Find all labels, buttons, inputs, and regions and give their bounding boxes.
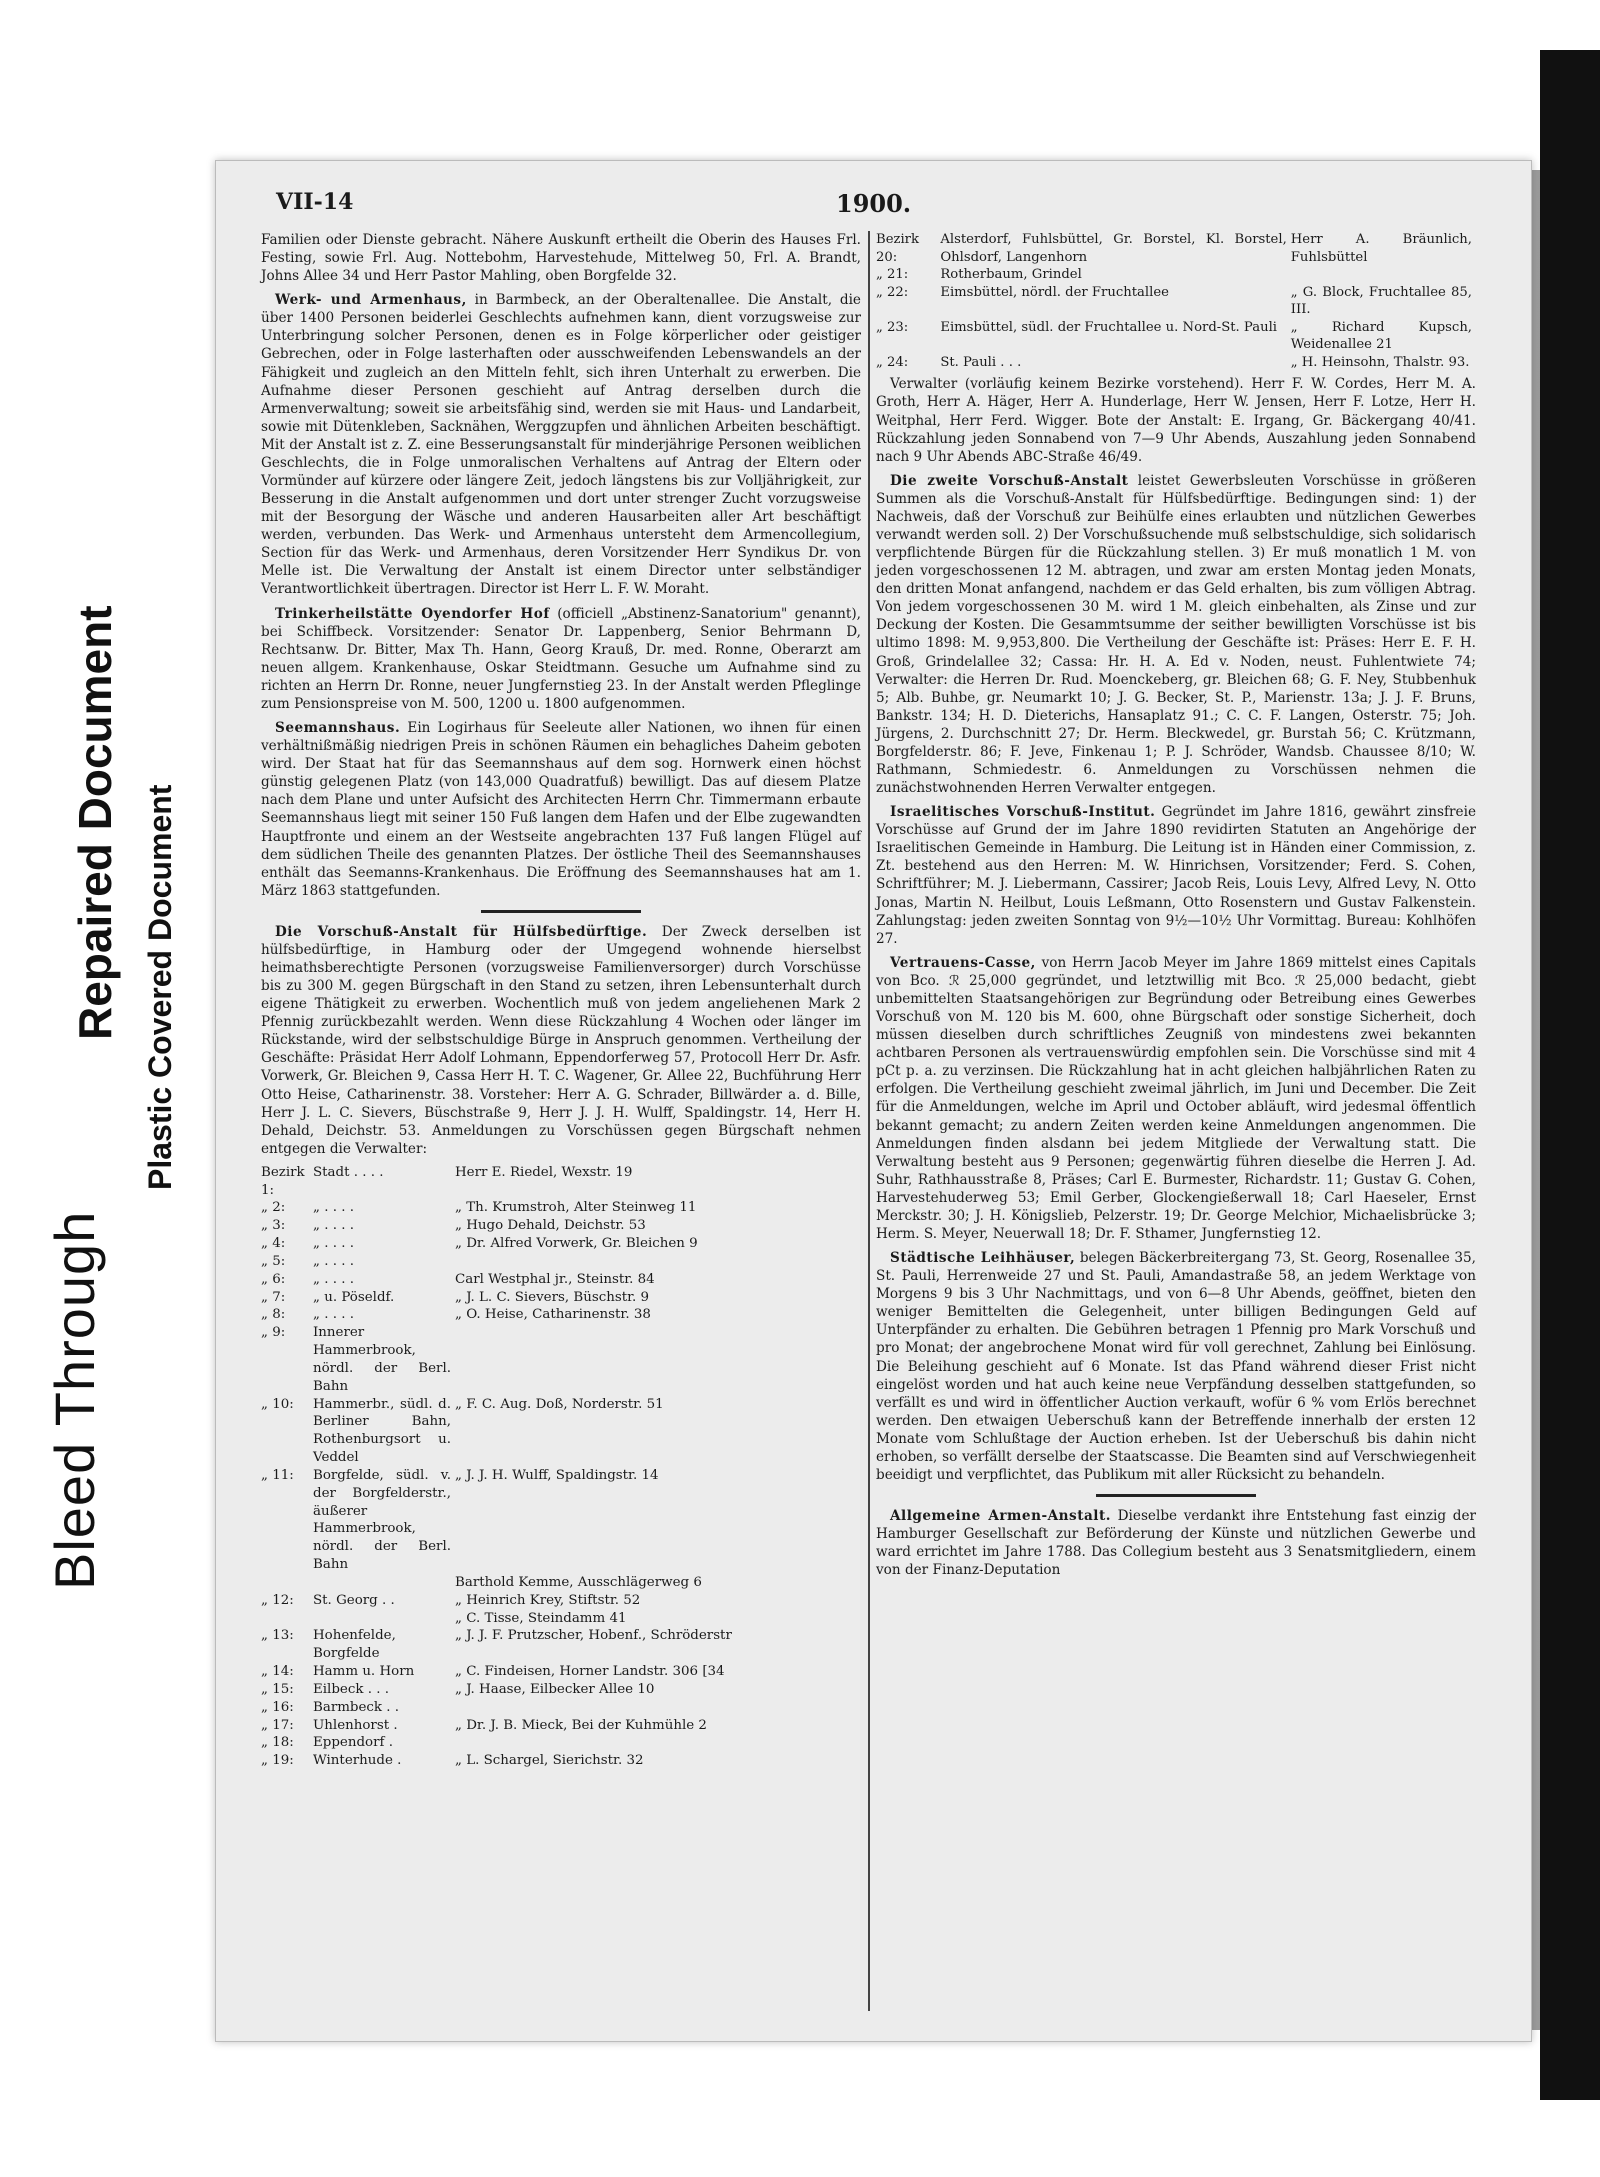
column-divider (868, 231, 870, 2011)
bezirk-row (261, 1734, 861, 1752)
vertrauen-body: von Herrn Jacob Meyer im Jahre 1869 mittelst eines Capitals von Bco. ℛ 25,000 gegründet, und letztwillig mit Bco. ℛ 25,000 bedacht, giebt unbemittelten Staatsangehörigen zur Begründung oder Betreibung eines Gewerbes Vorschuß von M. 120 bis M. 600, ohne Bürgschaft oder sonstige Sicherheit, doch müssen dieselben durch schriftliches Zeugniß von mindestens zwei bekannten achtbaren Personen als vertrauenswürdig empfohlen sein. Die Vorschüsse sind mit 4 pCt p. a. zu verzinsen. Die Rückzahlung hat in acht gleichen halbjährlichen Raten zu erfolgen. Die Vertheilung geschieht zweimal jährlich, im Juni und December. Die Zeit für die Anmeldungen, welche im April und October abläuft, wird jedesmal öffentlich bekannt gemacht; zu andern Zeiten werden keine Anmeldungen angenommen. Die Anmeldungen finden alsdann bei jedem Mitgliede der Verwaltung statt. Die Verwaltung besteht aus 9 Personen; gegenwärtig führen dieselbe die Herren J. Ad. Suhr, Rathhausstraße 8, Präses; Carl E. Burmester, Richardstr. 11; Gustav G. Cohen, Harvestehuderweg 53; Emil Gerber, Glockengießerwall 18; Carl Haeseler, Ernst Merckstr. 30; J. H. Königslieb, Pelzerstr. 19; Dr. George Melchior, Michaelisbrücke 3; Herm. S. Meyer, Neuerwall 18; Dr. F. Sthamer, Jungfernstieg 12. (876, 954, 1476, 1242)
werk-body: in Barmbeck, an der Oberaltenallee. Die Anstalt, die über 1400 Personen beiderlei Geschlechts aufnehmen kann, dient vorzugsweise zur Unterbringung solcher Personen, denen es in Folge körperlicher oder geistiger Gebrechen, oder in Folge lasterhaften oder ausschweifenden Lebenswandels an der Fähigkeit und zugleich an den Mitteln fehlt, sich ihren Unterhalt zu erwerben. Die Aufnahme dieser Personen geschieht auf Antrag derselben durch die Armenverwaltung; soweit sie arbeitsfähig sind, werden sie mit Haus- und Landarbeit, sowie mit Dütenkleben, Sacknähen, Werggzupfen und ähnlichen Arbeiten beschäftigt. Mit der Anstalt ist z. Z. eine Besserungsanstalt für minderjährige Personen weiblichen Geschlechts, die in Folge unmoralischen Verhaltens auf Antrag der Eltern oder Vormünder auf kürzere oder längere Zeit, jedoch längstens bis zur Volljährigkeit, zur Besserung in die Anstalt aufgenommen und dort unter strenger Zucht vorzugsweise mit der Besorgung der Wäsche und anderen Hausarbeiten aller Art beschäftigt werden, verbunden. Das Werk- und Armenhaus untersteht dem Armencollegium, Section für das Werk- und Armenhaus, deren Vorsitzender Herr Syndikus Dr. von Melle ist. Die Verwaltung der Anstalt ist einem Director unter selbständiger Verantwortlichkeit übertragen. Director ist Herr L. F. W. Moraht. (261, 292, 861, 598)
bezirk-area: Hohenfelde, Borgfelde (313, 1628, 396, 1662)
bezirk-number (261, 1610, 313, 1628)
bezirk-verwalter: Herr E. Riedel, Wexstr. 19 (455, 1164, 633, 1180)
bezirk-number: „ 6: (261, 1271, 286, 1287)
bezirk-number: „ 14: (261, 1664, 294, 1680)
bezirk-number: Bezirk 20: (876, 232, 919, 265)
bezirk-row (261, 1306, 861, 1324)
vertrauen-heading: Vertrauens-Casse, (890, 954, 1036, 971)
bezirk-area: „ . . . . (313, 1253, 354, 1269)
section-separator (481, 910, 641, 913)
vorschuss-section (261, 923, 861, 1158)
label-plastic-covered: Plastic Covered Document (142, 784, 178, 1190)
bezirk-row (261, 1717, 861, 1735)
bezirk-verwalter: „ C. Findeisen, Horner Landstr. 306 [34 (455, 1664, 725, 1680)
bezirk-verwalter: „ G. Block, Fruchtallee 85, III. (1290, 284, 1472, 318)
bezirk-verwalter: „ J. L. C. Sievers, Büschstr. 9 (455, 1289, 650, 1305)
section-separator (1096, 1494, 1256, 1497)
bezirk-area: Rotherbaum, Grindel (940, 267, 1082, 283)
armen-body: Dieselbe verdankt ihre Entstehung fast einzig der Hamburger Gesellschaft zur Beförderung der Künste und nützlichen Gewerbe und ward errichtet im Jahre 1788. Das Collegium besteht aus 3 Senatsmitgliedern, einem von der Finanz-Deputation (876, 1508, 1477, 1579)
bezirk-verwalter (455, 1253, 861, 1271)
bezirk-verwalter: „ C. Tisse, Steindamm 41 (455, 1610, 627, 1626)
bezirk-row (261, 1752, 861, 1770)
bezirk-row (261, 1164, 861, 1200)
scanned-page (215, 160, 1532, 2042)
bezirk-verwalter: „ L. Schargel, Sierichstr. 32 (455, 1753, 644, 1769)
bezirk-number: „ 13: (261, 1628, 294, 1644)
bezirk-row (261, 1199, 861, 1217)
scanner-black-edge (1540, 50, 1600, 2100)
zweite-body: leistet Gewerbsleuten Vorschüsse in größeren Summen als die Vorschuß-Anstalt für Hülfsbedürftige. Bedingungen sind: 1) der Nachweis, daß der Vorschuß zur Beihülfe eines erlaubten und nützlichen Gewerbes verwandt werden soll. 2) Der Vorschußsuchende muß selbstschuldige, sich solidarisch verpflichtende Bürgen für die Rückzahlung stellen. 3) Er muß monatlich 1 M. von jeden vorgeschossenen 12 M. abtragen, und zwar am ersten Montag jeden Monats, den dritten Monat anfangend, nachdem er das Geld erhalten, bis zum völligen Abtrag. Von jedem vorgeschossenen 30 M. wird 1 M. gleich einbehalten, als Zinse und zur Deckung der Kosten. Die Gesammtsumme der seither bewilligten Vorschüsse ist bis ultimo 1898: M. 9,953,800. Die Vertheilung der Geschäfte ist: Präses: Herr E. F. H. Groß, Grindelallee 32; Cassa: Hr. H. A. Ed v. Noden, neust. Fuhlentwiete 74; Verwalter: die Herren Dr. Rud. Moenckeberg, gr. Bleichen 68; G. F. Ney, Stubbenhuk 5; Alb. Buhbe, gr. Neumarkt 10; J. G. Becker, St. P., Marienstr. 13a; J. J. F. Bruns, Bankstr. 134; H. D. Dieterichs, Hansaplatz 91.; C. C. F. Langen, Osterstr. 75; Joh. Jürgens, 2. Durchschnitt 27; Dr. Herm. Bleckwedel, gr. Burstah 56; C. Krützmann, Borgfelderstr. 86; F. Jeve, Finkenau 1; P. J. Schröder, Wandsb. Chaussee 8/10; W. Rathmann, Schmiedestr. 6. Anmeldungen zu Vorschüssen nehmen die zunächstwohnenden Herren Verwalter entgegen. (876, 472, 1476, 797)
bezirk-verwalter: „ Th. Krumstroh, Alter Steinweg 11 (455, 1200, 697, 1216)
trinker-heading: Trinkerheilstätte Oyendorfer Hof (275, 605, 550, 622)
bezirk-number: „ 23: (876, 319, 909, 335)
bezirk-verwalter (455, 1699, 861, 1717)
bezirk-area: Innerer Hammerbrook, nördl. der Berl. Bahn (313, 1325, 451, 1394)
bezirk-verwalter (1291, 266, 1476, 284)
bezirk-number: „ 18: (261, 1735, 294, 1751)
bezirk-number: „ 21: (876, 267, 909, 283)
bezirk-table-left (261, 1164, 861, 1770)
bezirk-area: „ . . . . (313, 1236, 354, 1252)
bezirk-area: Winterhude . (313, 1753, 402, 1769)
bezirk-number: „ 24: (876, 354, 909, 370)
label-repaired-document: Repaired Document (69, 605, 121, 1040)
bezirk-area: Hammerbr., südl. d. Berliner Bahn, Rothenburgsort u. Veddel (313, 1396, 451, 1466)
bezirk-row (261, 1289, 861, 1307)
bezirk-verwalter: „ H. Heinsohn, Thalstr. 93. (1290, 354, 1470, 370)
bezirk-row (261, 1235, 861, 1253)
bezirk-row (261, 1396, 861, 1467)
label-bleed-through: Bleed Through (43, 1210, 106, 1590)
bezirk-area (313, 1574, 455, 1592)
bezirk-number: „ 10: (261, 1396, 294, 1412)
vorschuss-body: Der Zweck derselben ist hülfsbedürftige, in Hamburg oder der Umgegend wohnende hierselbst heimathsberechtigte Personen (vorzugsweise Familienversorger) durch Vorschüsse bis zu 300 M. gegen Bürgschaft in den Stand zu setzen, ihren Lebensunterhalt durch eigene Thätigkeit zu erwerben. Wochentlich muß von jedem angeliehenen Mark 2 Pfennig zurückbezahlt werden. Wenn diese Rückzahlung 4 Wochen oder länger im Rückstande, wird der selbstschuldige Bürge in Anspruch genommen. Vertheilung der Geschäfte: Präsidat Herr Adolf Lohmann, Eppendorferweg 57, Protocoll Herr Dr. Asfr. Vorwerk, Gr. Bleichen 9, Cassa Herr H. T. C. Wagener, Gr. Allee 22, Buchführung Herr Otto Heise, Catharinenstr. 38. Vorsteher: Herr A. G. Schrader, Billwärder a. d. Bille, Herr J. L. C. Sievers, Büschstraße 9, Herr J. J. H. Wulff, Spaldingstr. 14, Herr H. Dehald, Deichstr. 53. Anmeldungen zu Vorschüssen gegen Bürgschaft nehmen entgegen die Verwalter: (261, 923, 861, 1157)
bezirk-area: Alsterdorf, Fuhlsbüttel, Gr. Borstel, Kl. Borstel, Ohlsdorf, Langenhorn (940, 232, 1287, 265)
intro-paragraph: Familien oder Dienste gebracht. Nähere Auskunft ertheilt die Oberin des Hauses Frl. Festing, sowie Frl. Aug. Nottebohm, Harvestehude, Mittelweg 50, Frl. A. Brandt, Johns Allee 34 und Herr Pastor Mahling, oben Borgfelde 32. (261, 232, 861, 285)
bezirk-number (261, 1574, 313, 1592)
bezirk-verwalter: „ Richard Kupsch, Weidenallee 21 (1290, 319, 1472, 353)
bezirk-number: „ 22: (876, 284, 909, 300)
bezirk-row (261, 1324, 861, 1395)
armen-heading: Allgemeine Armen-Anstalt. (890, 1508, 1111, 1525)
bezirk-area: „ . . . . (313, 1218, 354, 1234)
bezirk-area: Eimsbüttel, südl. der Fruchtallee u. Nord-St. Pauli (940, 319, 1278, 335)
trinker-body: (officiell „Abstinenz-Sanatorium" genannt), bei Schiffbeck. Vorsitzender: Senator Dr. Lappenberg, Senior Behrmann D, Rechtsanw. Dr. Bitter, Max Th. Hann, Georg Krauß, Dr. med. Ronne, Oberarzt am neuen allgem. Krankenhause, Oskar Steidtmann. Gesuche um Aufnahme sind zu richten an Herrn Dr. Ronne, neuer Jungfernstieg 23. In der Anstalt werden Pfleglinge zum Pensionspreise von M. 500, 1200 u. 1800 aufgenommen. (261, 605, 861, 712)
bezirk-area: Eppendorf . (313, 1735, 393, 1751)
bezirk-verwalter (455, 1734, 861, 1752)
bezirk-row (876, 231, 1476, 266)
bezirk-number: „ 4: (261, 1236, 286, 1252)
bezirk-area: Eilbeck . . . (313, 1681, 389, 1697)
bezirk-area: Hamm u. Horn (313, 1664, 415, 1680)
bezirk-row (876, 266, 1476, 284)
bezirk-number: „ 7: (261, 1289, 286, 1305)
bezirk-number: „ 2: (261, 1200, 286, 1216)
bezirk-row (876, 319, 1476, 354)
vertrauen-section (876, 954, 1476, 1243)
bezirk-verwalter: „ J. J. F. Prutzscher, Hobenf., Schröderstr (455, 1628, 732, 1644)
bezirk-verwalter: Barthold Kemme, Ausschlägerweg 6 (455, 1574, 702, 1590)
bezirk-row (261, 1217, 861, 1235)
bezirk-area: „ . . . . (313, 1271, 354, 1287)
bezirk-row (261, 1699, 861, 1717)
leih-body: belegen Bäckerbreitergang 73, St. Georg, Rosenallee 35, St. Pauli, Herrenweide 27 und St. Pauli, Amandastraße 58, an jedem Werktage von Morgens 9 bis 3 Uhr Nachmittags, und von 6—8 Uhr Abends, geöffnet, bieten den weniger Bemittelten die Gelegenheit, unter billigen Bedingungen Geld auf Unterpfänder zu erhalten. Die Gebühren betragen 1 Pfennig pro Mark Vorschuß und pro Monat; der angebrochene Monat wird für voll gerechnet, Zahlung bei Einlösung. Die Beleihung geschieht auf 6 Monate. Ist das Pfand während dieser Frist nicht eingelöst worden und hat auch keine neue Verpfändung desselben stattgefunden, so verfällt es und wird in öffentlicher Auction verkauft, wofür 6 % vom Erlös berechnet werden. Den etwaigen Ueberschuß kann der Betreffende innerhalb der ersten 12 Monate vom Schlußtage der Auction erheben. Ist der Ueberschuß bis dahin nicht erhoben, so verfällt derselbe der Staatscasse. Die Beamten sind auf Verschwiegenheit beeidigt und verpflichtet, das Publikum mit aller Rücksicht zu behandeln. (876, 1250, 1476, 1483)
israel-body: Gegründet im Jahre 1816, gewährt zinsfreie Vorschüsse auf Grund der im Jahre 1890 revidirten Statuten an Angehörige der Israelitischen Gemeinde in Hamburg. Die Leitung ist in Händen einer Commission, z. Zt. bestehend aus den Herren: M. W. Hinrichsen, Vorsitzender; Ferd. S. Cohen, Schriftführer; M. J. Liebermann, Cassirer; Jacob Reis, Louis Levy, Alfred Levy, N. Otto Jonas, Martin N. Heilbut, Louis Leßmann, Otto Rosenstern und Gustav Falkenstein. Zahlungstag: jeden zweiten Sonntag von 9½—10½ Uhr Vormittag. Bureau: Kohlhöfen 27. (876, 804, 1476, 947)
right-column (876, 231, 1476, 1585)
leih-section (876, 1249, 1476, 1484)
trinker-section (261, 605, 861, 713)
page-year: 1900. (836, 189, 912, 218)
bezirk-row (261, 1574, 861, 1592)
bezirk-row (261, 1663, 861, 1681)
bezirk-area: „ u. Pöseldf. (313, 1289, 395, 1305)
bezirk-row (876, 284, 1476, 319)
bezirk-verwalter: Carl Westphal jr., Steinstr. 84 (455, 1271, 655, 1287)
werk-section (261, 291, 861, 598)
seemann-section (261, 719, 861, 900)
bezirk-verwalter (455, 1324, 861, 1395)
bezirk-number: „ 19: (261, 1753, 294, 1769)
bezirk-number: „ 15: (261, 1681, 294, 1697)
bezirk-number: „ 9: (261, 1325, 286, 1341)
bezirk-verwalter: „ J. J. H. Wulff, Spaldingstr. 14 (455, 1467, 659, 1483)
vorschuss-heading: Die Vorschuß-Anstalt für Hülfsbedürftige. (275, 923, 648, 940)
bezirk-row (261, 1627, 861, 1663)
bezirk-area: St. Pauli . . . (940, 354, 1022, 370)
bezirk-area: „ . . . . (313, 1200, 354, 1216)
bezirk-area: Uhlenhorst . (313, 1717, 398, 1733)
zweite-section (876, 472, 1476, 797)
bezirk-verwalter: „ Hugo Dehald, Deichstr. 53 (455, 1218, 646, 1234)
bezirk-area: Eimsbüttel, nördl. der Fruchtallee (940, 284, 1169, 300)
bezirk-verwalter: „ F. C. Aug. Doß, Norderstr. 51 (455, 1396, 664, 1412)
left-column (261, 231, 861, 1770)
verwalter-paragraph: Verwalter (vorläufig keinem Bezirke vorstehend). Herr F. W. Cordes, Herr M. A. Groth, Herr A. Häger, Herr A. Hunderlage, Herr W. Jensen, Herr F. Lotze, Herr H. Weitphal, Herr Ferd. Wigger. Bote der Anstalt: E. Irgang, Gr. Bäckergang 40/41. Rückzahlung jeden Sonnabend von 7—9 Uhr Abends, Auszahlung jeden Sonnabend nach 9 Uhr Abends ABC-Straße 46/49. (876, 376, 1476, 465)
bezirk-row (261, 1681, 861, 1699)
bezirk-number: „ 8: (261, 1307, 286, 1323)
zweite-heading: Die zweite Vorschuß-Anstalt (890, 472, 1129, 489)
bezirk-table-right (876, 231, 1476, 371)
bezirk-verwalter: „ J. Haase, Eilbecker Allee 10 (455, 1681, 655, 1697)
bezirk-area (313, 1610, 455, 1628)
bezirk-row (261, 1253, 861, 1271)
bezirk-area: Stadt . . . . (313, 1164, 384, 1180)
bezirk-verwalter: „ Heinrich Krey, Stiftstr. 52 (455, 1592, 641, 1608)
bezirk-verwalter: „ O. Heise, Catharinenstr. 38 (455, 1307, 651, 1323)
page-id: VII-14 (276, 189, 354, 215)
leih-heading: Städtische Leihhäuser, (890, 1250, 1076, 1267)
bezirk-number: „ 12: (261, 1592, 294, 1608)
bezirk-row (261, 1592, 861, 1610)
bezirk-number: „ 5: (261, 1253, 286, 1269)
bezirk-area: Borgfelde, südl. v. der Borgfelderstr., äußerer Hammerbrook, nördl. der Berl. Bahn (313, 1467, 451, 1573)
armen-section (876, 1507, 1476, 1579)
bezirk-number: „ 17: (261, 1717, 294, 1733)
bezirk-row (876, 354, 1476, 372)
page-header (276, 189, 1471, 218)
bezirk-area: St. Georg . . (313, 1592, 395, 1608)
bezirk-row (261, 1467, 861, 1574)
bezirk-area: „ . . . . (313, 1307, 354, 1323)
bezirk-number: Bezirk 1: (261, 1164, 305, 1198)
werk-heading: Werk- und Armenhaus, (275, 292, 467, 309)
seemann-heading: Seemannshaus. (275, 720, 401, 737)
bezirk-number: „ 16: (261, 1699, 294, 1715)
bezirk-verwalter: „ Dr. Alfred Vorwerk, Gr. Bleichen 9 (455, 1236, 698, 1252)
bezirk-row (261, 1271, 861, 1289)
seemann-body: Ein Logirhaus für Seeleute aller Nationen, wo ihnen für einen verhältnißmäßig niedrigen Preis in schönen Räumen ein behagliches Daheim geboten wird. Der Staat hat für das Seemannshaus auf dem sog. Hornwerk einen höchst günstig gelegenen Platz (von 143,000 Quadratfuß) bewilligt. Das auf diesem Platze nach dem Plane und unter Aufsicht des Architecten Herrn Chr. Timmermann erbaute Seemannshaus liegt mit seiner 150 Fuß langen dem Hafen und der Elbe zugewandten Hauptfronte und einem an der Westseite angebrachten 137 Fuß langen Flügel auf dem südlichen Theile des genannten Platzes. Der östliche Theil des Seemannshauses enthält das Seemanns-Krankenhaus. Die Eröffnung des Seemannshauses hat am 1. März 1863 stattgefunden. (261, 720, 861, 899)
bezirk-number: „ 3: (261, 1218, 286, 1234)
bezirk-verwalter: Herr A. Bräunlich, Fuhlsbüttel (1290, 232, 1472, 265)
bezirk-number: „ 11: (261, 1467, 294, 1483)
bezirk-area: Barmbeck . . (313, 1699, 400, 1715)
bezirk-verwalter: „ Dr. J. B. Mieck, Bei der Kuhmühle 2 (455, 1717, 707, 1733)
israel-heading: Israelitisches Vorschuß-Institut. (890, 804, 1156, 821)
bezirk-row (261, 1610, 861, 1628)
israel-section (876, 803, 1476, 948)
